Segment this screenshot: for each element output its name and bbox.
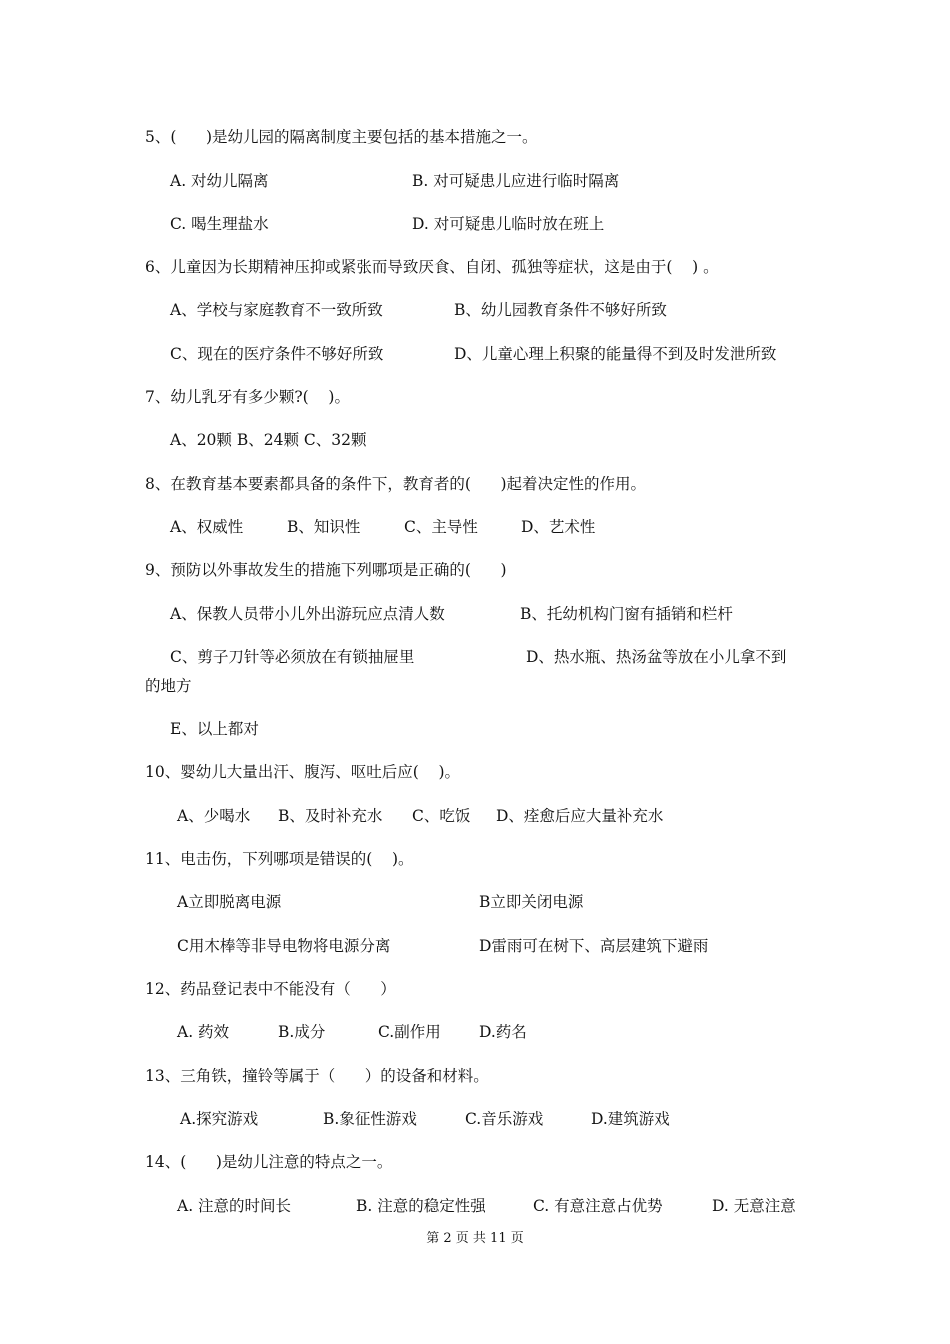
question-10-stem: 10、婴幼儿大量出汗、腹泻、呕吐后应( )。 <box>145 763 461 781</box>
question-14-option-a: A. 注意的时间长 <box>177 1197 292 1215</box>
question-8-option-b: B、知识性 <box>287 518 361 536</box>
question-11-option-b: B立即关闭电源 <box>479 893 584 911</box>
question-7-stem: 7、幼儿乳牙有多少颗?( )。 <box>145 388 350 406</box>
question-14-option-b: B. 注意的稳定性强 <box>356 1197 486 1215</box>
question-13-option-c: C.音乐游戏 <box>465 1110 544 1128</box>
question-5-option-d: D. 对可疑患儿临时放在班上 <box>412 215 605 233</box>
question-9-option-e: E、以上都对 <box>170 720 259 738</box>
question-14-option-d: D. 无意注意 <box>712 1197 796 1215</box>
question-10-option-c: C、吃饭 <box>412 807 471 825</box>
question-13-option-d: D.建筑游戏 <box>591 1110 670 1128</box>
question-9-option-d-continued: 的地方 <box>145 677 192 695</box>
question-5-option-b: B. 对可疑患儿应进行临时隔离 <box>412 172 620 190</box>
question-10-option-b: B、及时补充水 <box>278 807 383 825</box>
question-9-option-b: B、托幼机构门窗有插销和栏杆 <box>520 605 733 623</box>
question-10-option-d: D、痊愈后应大量补充水 <box>496 807 664 825</box>
question-8-option-d: D、艺术性 <box>521 518 596 536</box>
question-6-option-a: A、学校与家庭教育不一致所致 <box>170 301 383 319</box>
question-11-option-a: A立即脱离电源 <box>177 893 282 911</box>
question-5-option-a: A. 对幼儿隔离 <box>170 172 269 190</box>
question-12-stem: 12、药品登记表中不能没有（ ） <box>145 980 396 998</box>
question-14-option-c: C. 有意注意占优势 <box>533 1197 663 1215</box>
question-7-options: A、20颗 B、24颗 C、32颗 <box>170 431 367 449</box>
question-9-option-c: C、剪子刀针等必须放在有锁抽屉里 <box>170 648 415 666</box>
question-14-stem: 14、( )是幼儿注意的特点之一。 <box>145 1153 393 1171</box>
question-9-option-d: D、热水瓶、热汤盆等放在小儿拿不到 <box>526 648 787 666</box>
question-12-option-a: A. 药效 <box>177 1023 230 1041</box>
question-8-option-a: A、权威性 <box>170 518 244 536</box>
question-10-option-a: A、少喝水 <box>177 807 251 825</box>
question-12-option-d: D.药名 <box>479 1023 527 1041</box>
question-5-stem: 5、( )是幼儿园的隔离制度主要包括的基本措施之一。 <box>145 128 538 146</box>
question-13-option-a: A.探究游戏 <box>180 1110 259 1128</box>
question-13-option-b: B.象征性游戏 <box>323 1110 417 1128</box>
question-12-option-c: C.副作用 <box>378 1023 441 1041</box>
question-11-option-c: C用木棒等非导电物将电源分离 <box>177 937 391 955</box>
question-13-stem: 13、三角铁，撞铃等属于（ ）的设备和材料。 <box>145 1067 489 1085</box>
question-6-stem: 6、儿童因为长期精神压抑或紧张而导致厌食、自闭、孤独等症状，这是由于( ) 。 <box>145 258 719 276</box>
question-5-option-c: C. 喝生理盐水 <box>170 215 269 233</box>
question-6-option-d: D、儿童心理上积聚的能量得不到及时发泄所致 <box>454 345 777 363</box>
question-6-option-b: B、幼儿园教育条件不够好所致 <box>454 301 667 319</box>
question-8-option-c: C、主导性 <box>404 518 478 536</box>
question-11-option-d: D雷雨可在树下、高层建筑下避雨 <box>479 937 709 955</box>
question-9-option-a: A、保教人员带小儿外出游玩应点清人数 <box>170 605 445 623</box>
question-9-stem: 9、预防以外事故发生的措施下列哪项是正确的( ) <box>145 561 507 579</box>
question-12-option-b: B.成分 <box>278 1023 326 1041</box>
question-8-stem: 8、在教育基本要素都具备的条件下，教育者的( )起着决定性的作用。 <box>145 475 647 493</box>
question-6-option-c: C、现在的医疗条件不够好所致 <box>170 345 384 363</box>
page-footer: 第 2 页 共 11 页 <box>426 1231 524 1246</box>
question-11-stem: 11、电击伤，下列哪项是错误的( )。 <box>145 850 414 868</box>
